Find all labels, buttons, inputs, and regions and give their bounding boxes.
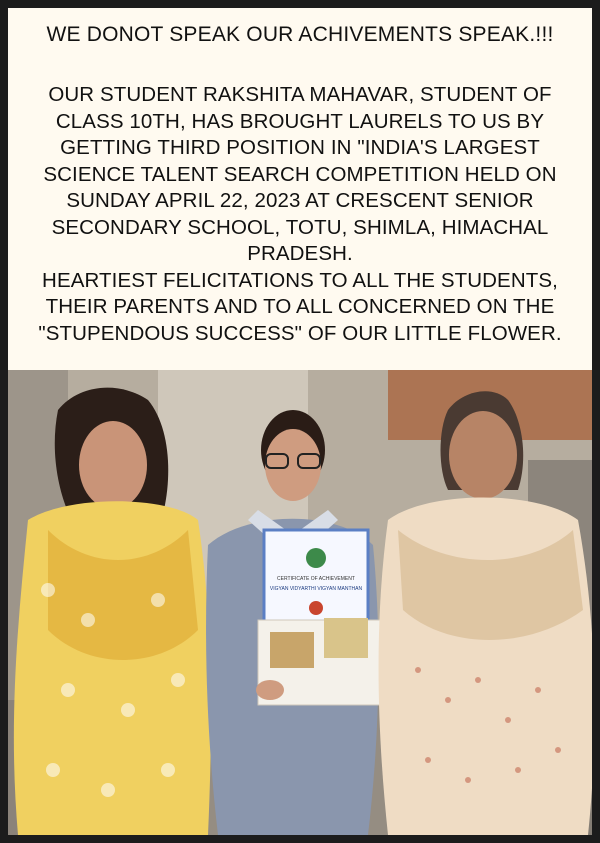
certificate-event: VIGYAN VIDYARTHI VIGYAN MANTHAN	[269, 586, 363, 592]
announcement-line: THEIR PARENTS AND TO ALL CONCERNED ON THE	[45, 295, 555, 318]
announcement-line: SECONDARY SCHOOL, TOTU, SHIMLA, HIMACHAL	[51, 215, 549, 239]
announcement-text	[8, 82, 592, 347]
announcement-line: HEARTIEST FELICITATIONS TO ALL THE STUDENTS,	[42, 268, 558, 292]
headline: WE DONOT SPEAK OUR ACHIVEMENTS SPEAK.!!!	[46, 23, 554, 46]
announcement-line: PRADESH.	[247, 242, 353, 265]
announcement-line: SCIENCE TALENT SEARCH COMPETITION HELD ON	[43, 162, 557, 186]
announcement-line: CLASS 10TH, HAS BROUGHT LAURELS TO US BY	[55, 109, 545, 133]
award-photo	[8, 370, 592, 835]
announcement-line: SUNDAY APRIL 22, 2023 AT CRESCENT SENIOR	[66, 189, 534, 212]
announcement-line: OUR STUDENT RAKSHITA MAHAVAR, STUDENT OF	[48, 83, 552, 106]
certificate-heading: CERTIFICATE OF ACHIEVEMENT	[277, 576, 355, 582]
announcement-line: "STUPENDOUS SUCCESS" OF OUR LITTLE FLOWER.	[38, 321, 562, 345]
announcement-panel	[8, 8, 592, 370]
announcement-line: GETTING THIRD POSITION IN "INDIA'S LARGEST	[60, 136, 540, 159]
photo-illustration	[8, 370, 592, 835]
